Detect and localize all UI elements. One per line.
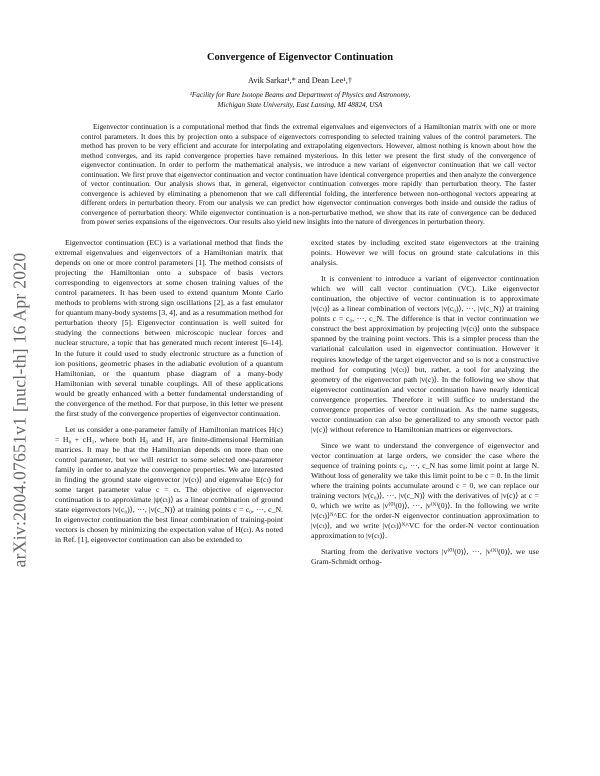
abstract: [81, 122, 536, 227]
arxiv-stamp-text: arXiv:2004.07651v1 [nucl-th] 16 Apr 2020: [9, 252, 30, 568]
arxiv-stamp: [0, 210, 40, 610]
paragraph: excited states by including excited state eigenvectors at the training points. However we will focus on ground state calculations in this analysis.: [311, 238, 539, 268]
paper-title: Convergence of Eigenvector Continuation: [207, 52, 393, 63]
paragraph: Starting from the derivative vectors |v⁽⁰⁾(0)⟩, ···, |v⁽ᴺ⁾(0)⟩, we use Gram-Schmidt orthog-: [311, 547, 539, 567]
right-column: [311, 238, 539, 573]
paragraph: Let us consider a one-parameter family of Hamiltonian matrices H(c) = H₀ + cH₁, where both H₀ and H₁ are finite-dimensional Hermitian matrices. It may be that the Hamiltonian depends on more than one control parameter, but we will restrict to some selected one-parameter family in order to analyze the convergence properties. We are interested in finding the ground state eigenvector |v(cₜ)⟩ and eigenvalue E(cₜ) for some target parameter value c = cₜ. The objective of eigenvector continuation is to approximate |ψ(cₜ)⟩ as a linear combination of ground state eigenvectors |v(c₀)⟩, ···, |v(c_N)⟩ at training points c = c₀, ···, c_N. In eigenvector continuation the best linear combination of training-point vectors is chosen by minimizing the expectation value of H(cₜ). As noted in Ref. [1], eigenvector continuation can also be extended to: [55, 424, 283, 545]
authors: Avik Sarkar¹,* and Dean Lee¹,†: [248, 76, 352, 85]
paragraph: Eigenvector continuation (EC) is a variational method that finds the extremal eigenvalues and eigenvectors of a Hamiltonian matrix that depends on one or more control parameters [1]. The method consists of projecting the Hamiltonian onto a subspace of basis vectors corresponding to eigenvectors at some chosen training values of the control parameters. It has been used to extend quantum Monte Carlo methods to problems with strong sign oscillations [2], as a fast emulator for quantum many-body systems [3, 4], and as a resummation method for perturbation theory [5]. Eigenvector continuation is well suited for studying the connections between microscopic nuclear forces and nuclear structure, a topic that has generated much recent interest [6–14]. In the future it could used to study electronic structure as a function of ion positions, geometric phases in the adiabatic evolution of a quantum Hamiltonian, or the quantum phase diagram of a many-body Hamiltonian with several tunable couplings. All of these applications would be greatly enhanced with a better fundamental understanding of the convergence of the method. For that purpose, in this letter we present the first study of the convergence properties of eigenvector continuation.: [55, 238, 283, 418]
paragraph: Since we want to understand the convergence of eigenvector and vector continuation at large orders, we consider the case where the sequence of training points c₀, ···, c_N has some limit point at large N. Without loss of generality we take this limit point to be c = 0. In the limit where the training points accumulate around c = 0, we can replace our training vectors |v(c₀)⟩, ···, |v(c_N)⟩ with the derivatives of |v(c)⟩ at c = 0, which we write as |v⁽⁰⁾(0)⟩, ···, |v⁽ᴺ⁾(0)⟩. In the following we write |v(cₜ)⟩ᴺ^EC for the order-N eigenvector continuation approximation to |v(cₜ)⟩, and we write |v(cₜ)⟩ᴺ^VC for the order-N vector continuation approximation to |v(cₜ)⟩.: [311, 440, 539, 541]
affiliation-line-1: ¹Facility for Rare Isotope Beams and Department of Physics and Astronomy,: [189, 91, 411, 99]
affiliation-line-2: Michigan State University, East Lansing, MI 48824, USA: [217, 100, 383, 109]
paragraph: It is convenient to introduce a variant of eigenvector continuation which we will call vector continuation (VC). Like eigenvector continuation, the objective of vector continuation is to approximate |v(cₜ)⟩ as a linear combination of vectors |v(c₀)⟩, ···, |v(c_N)⟩ at training points c = c₀, ···, c_N. The difference is that in vector continuation we construct the best approximation by projecting |v(cₜ)⟩ onto the subspace spanned by the training point vectors. This is a simpler process than the variational calculation used in eigenvector continuation. However it requires knowledge of the target eigenvector and so is not a constructive method for computing |v(cₜ)⟩ but, rather, a tool for analyzing the geometry of the eigenvector path |v(c)⟩. In the following we show that eigenvector continuation and vector continuation have nearly identical convergence properties. Therefore it will suffice to understand the convergence properties of vector continuation. As the name suggests, vector continuation can also be generalized to any smooth vector path |v(c)⟩ without reference to Hamiltonian matrices or eigenvectors.: [311, 274, 539, 434]
affiliation: [0, 91, 600, 110]
abstract-text: Eigenvector continuation is a computational method that finds the extremal eigenvalues and eigenvectors of a Hamiltonian matrix with one or more control parameters. It does this by projection onto a subspace of eigenvectors corresponding to selected training values of the control parameters. The method has proven to be very efficient and accurate for interpolating and extrapolating eigenvectors. However, almost nothing is known about how the method converges, and its rapid convergence properties have remained mysterious. In this letter we present the first study of the convergence of eigenvector continuation. In order to perform the mathematical analysis, we introduce a new variant of eigenvector continuation that we call vector continuation. We first prove that eigenvector continuation and vector continuation have identical convergence properties and then analyze the convergence of vector continuation. Our analysis shows that, in general, eigenvector continuation converges more rapidly than perturbation theory. The faster convergence is achieved by eliminating a phenomenon that we call differential folding, the interference between non-orthogonal vectors appearing at different orders in perturbation theory. From our analysis we can predict how eigenvector continuation converges both inside and outside the radius of convergence of perturbation theory. While eigenvector continuation is a non-perturbative method, we show that its rate of convergence can be deduced from power series expansions of the eigenvectors. Our results also yield new insights into the nature of divergences in perturbation theory.: [81, 122, 536, 227]
left-column: [55, 238, 283, 551]
